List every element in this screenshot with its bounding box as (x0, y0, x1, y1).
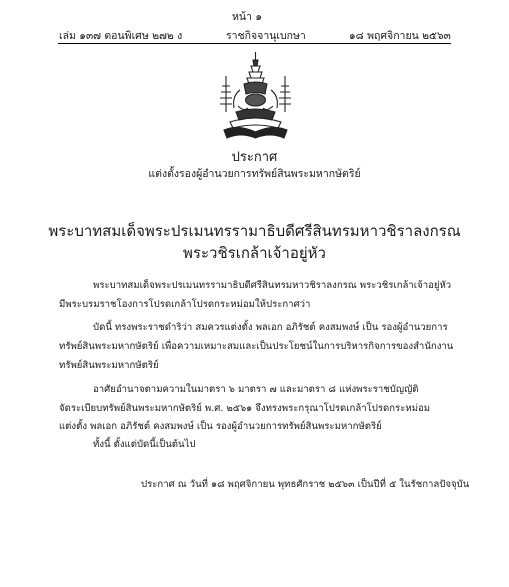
header-divider (58, 43, 451, 44)
volume-info: เล่ม ๑๓๗ ตอนพิเศษ ๒๗๒ ง (59, 30, 183, 42)
paragraph-2-line-3: ทรัพย์สินพระมหากษัตริย์ (59, 360, 159, 371)
paragraph-3-line-2: จัดระเบียบทรัพย์สินพระมหากษัตริย์ พ.ศ. ๒๕๖๑ จึงทรงพระกรุณาโปรดเกล้าโปรดกระหม่อม (59, 403, 431, 414)
gazette-name: ราชกิจจานุเบกษา (226, 30, 306, 42)
royal-emblem-icon (218, 50, 293, 142)
king-title-line2: พระวชิรเกล้าเจ้าอยู่หัว (183, 244, 326, 262)
paragraph-3-line-1: อาศัยอำนาจตามความในมาตรา ๖ มาตรา ๗ และมาตรา ๘ แห่งพระราชบัญญัติ (93, 384, 419, 395)
king-title-line1: พระบาทสมเด็จพระปรเมนทรรามาธิบดีศรีสินทรมหาวชิราลงกรณ (48, 222, 461, 240)
gazette-date: ๑๘ พฤศจิกายน ๒๕๖๓ (349, 30, 451, 42)
paragraph-1-line-1: พระบาทสมเด็จพระปรเมนทรรามาธิบดีศรีสินทรมหาวชิราลงกรณ พระวชิรเกล้าเจ้าอยู่หัว (93, 280, 452, 291)
paragraph-1-line-2: มีพระบรมราชโองการโปรดเกล้าโปรดกระหม่อมให้ประกาศว่า (59, 299, 311, 310)
paragraph-4-line-1: ทั้งนี้ ตั้งแต่บัดนี้เป็นต้นไป (93, 439, 196, 450)
paragraph-2-line-2: ทรัพย์สินพระมหากษัตริย์ เพื่อความเหมาะสมและเป็นประโยชน์ในการบริหารกิจการของสำนักงาน (59, 341, 454, 352)
announcement-subtitle: แต่งตั้งรองผู้อำนวยการทรัพย์สินพระมหากษัตริย์ (148, 168, 361, 180)
closing-date-line: ประกาศ ณ วันที่ ๑๘ พฤศจิกายน พุทธศักราช ๒๕๖๓ เป็นปีที่ ๕ ในรัชกาลปัจจุบัน (141, 479, 470, 490)
page-number: หน้า ๑ (232, 11, 262, 23)
paragraph-3-line-3: แต่งตั้ง พลเอก อภิรัชต์ คงสมพงษ์ เป็น รองผู้อำนวยการทรัพย์สินพระมหากษัตริย์ (59, 421, 382, 432)
announcement-title: ประกาศ (231, 150, 278, 165)
paragraph-2-line-1: บัดนี้ ทรงพระราชดำริว่า สมควรแต่งตั้ง พลเอก อภิรัชต์ คงสมพงษ์ เป็น รองผู้อำนวยการ (93, 322, 448, 333)
